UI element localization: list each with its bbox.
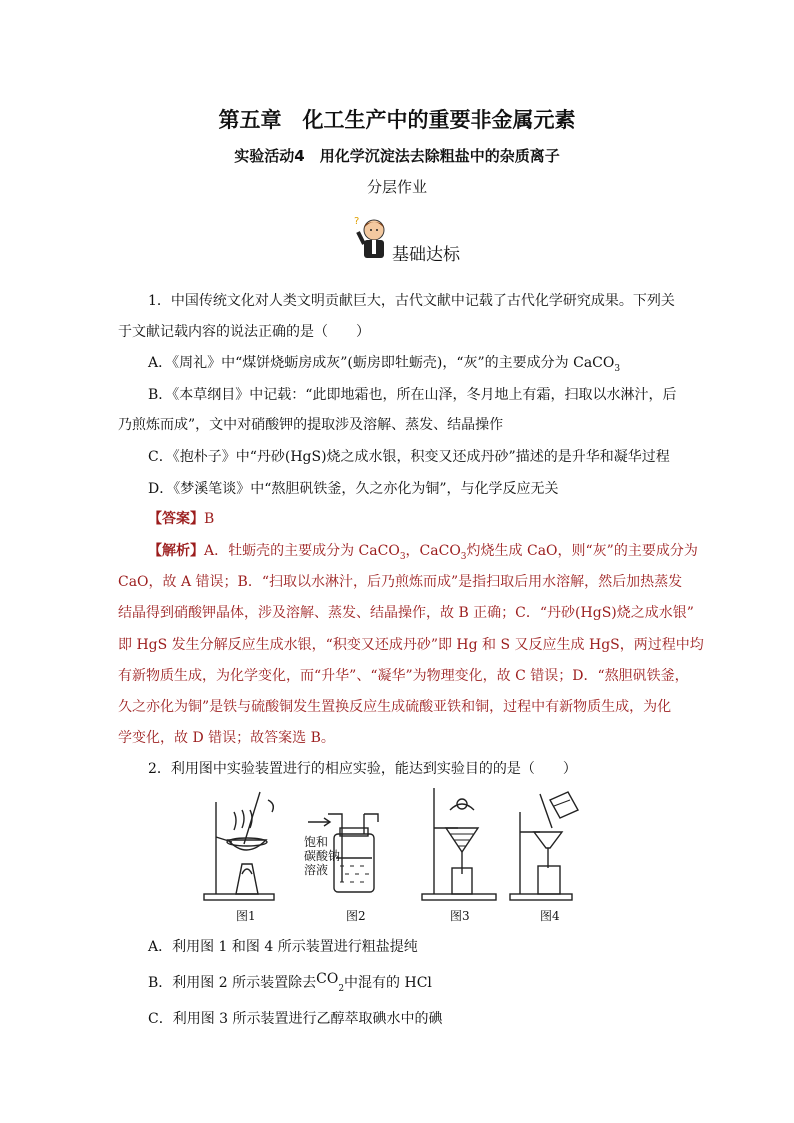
q1-option-b-line2: 乃煎炼而成”，文中对硝酸钾的提取涉及溶解、蒸发、结晶操作: [118, 417, 504, 433]
caption-fig2: 图2: [346, 909, 366, 923]
q1-analysis-line2: CaO，故 A 错误；B．“扫取以水淋汁，后乃煎炼而成”是指扫取后用水溶解，然后加热蒸发: [118, 574, 683, 590]
q1-option-d: D．《梦溪笔谈》中“熬胆矾铁釜，久之亦化为铜”，与化学反应无关: [148, 481, 559, 497]
q1-analysis-line5: 有新物质生成，为化学变化，而“升华”、“凝华”为物理变化，故 C 错误；D．“熬胆矾铁釜，: [118, 668, 689, 684]
q1-analysis-line1: 【解析】A．牡蛎壳的主要成分为 CaCO$_3$，CaCO$_3$灼烧生成 CaO，则“灰”的主要成分为: [148, 543, 698, 562]
caption-fig3: 图3: [450, 909, 470, 923]
page-title: 第五章 化工生产中的重要非金属元素: [218, 108, 576, 132]
q1-option-c: C．《抱朴子》中“丹砂(HgS)烧之成水银，积变又还成丹砂”描述的是升华和凝华过程: [148, 449, 670, 465]
q1-analysis-line4: 即 HgS 发生分解反应生成水银，“积变又还成丹砂”即 Hg 和 S 又反应生成 HgS，两过程中均: [118, 637, 704, 653]
q2-stem: 2．利用图中实验装置进行的相应实验，能达到实验目的的是（ ）: [148, 761, 577, 777]
fig3-funnel-apparatus: [422, 788, 496, 900]
activity-subtitle: 实验活动4 用化学沉淀法去除粗盐中的杂质离子: [234, 147, 560, 165]
q1-option-b-line1: B．《本草纲目》中记载：“此即地霜也，所在山泽，冬月地上有霜，扫取以水淋汁，后: [148, 387, 677, 403]
q1-analysis-line7: 学变化，故 D 错误；故答案选 B。: [118, 730, 335, 746]
caption-fig1: 图1: [236, 909, 256, 923]
q2-option-c: C．利用图 3 所示装置进行乙醇萃取碘水中的碘: [148, 1011, 443, 1027]
fig4-filtration-apparatus: [510, 792, 578, 900]
q2-option-b: B．利用图 2 所示装置除去$CO_2$中混有的 HCl: [148, 971, 432, 994]
q1-analysis-line3: 结晶得到硝酸钾晶体，涉及溶解、蒸发、结晶操作，故 B 正确；C．“丹砂(HgS)烧之成水银”: [118, 605, 694, 621]
fig2-solution-label: 饱和 碳酸钠 溶液: [304, 835, 341, 877]
q1-answer: 【答案】B: [148, 511, 215, 527]
apparatus-figure: [200, 782, 590, 922]
caption-fig4: 图4: [540, 909, 560, 923]
thinking-boy-icon: [352, 214, 392, 260]
q1-stem-line2: 于文献记载内容的说法正确的是（ ）: [118, 324, 370, 340]
q1-analysis-line6: 久之亦化为铜”是铁与硫酸铜发生置换反应生成硫酸亚铁和铜，过程中有新物质生成，为化: [118, 699, 672, 715]
section-heading: 基础达标: [392, 245, 460, 265]
layer-label: 分层作业: [366, 178, 427, 196]
q2-option-a: A．利用图 1 和图 4 所示装置进行粗盐提纯: [148, 939, 418, 955]
q1-stem-line1: 1．中国传统文化对人类文明贡献巨大，古代文献中记载了古代化学研究成果。下列关: [148, 293, 675, 309]
fig1-evaporation-apparatus: [204, 792, 274, 900]
svg-text:?: ?: [354, 216, 360, 227]
q1-option-a: A．《周礼》中“煤饼烧蛎房成灰”(蛎房即牡蛎壳)，“灰”的主要成分为 CaCO$_3$: [148, 355, 621, 374]
